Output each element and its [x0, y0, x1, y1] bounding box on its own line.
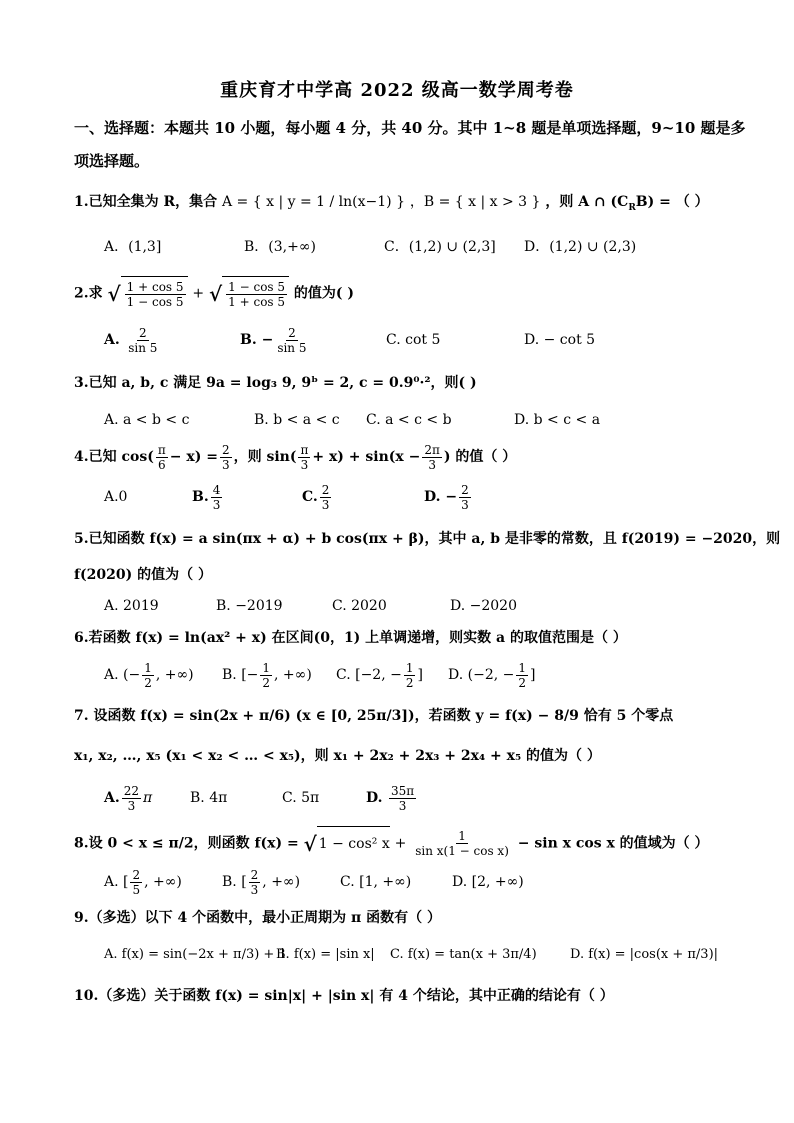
frac-1-2 [516, 661, 528, 690]
sqrt-term: √ 1 − cos² x [304, 826, 390, 861]
num: 1 [518, 660, 526, 675]
frac-2-3 [220, 443, 232, 472]
question-1-ask2: B) = （ ） [635, 194, 709, 210]
option-a-lead: A. [ [104, 874, 129, 890]
num: 2 [132, 867, 141, 882]
option-b: B. f(x) = |sin x| [276, 946, 375, 962]
option-a-tail: , +∞) [155, 667, 194, 683]
question-2-options [104, 322, 744, 358]
option-b-lead: B. [− [222, 667, 259, 683]
option-a [104, 864, 182, 900]
question-1-lead: 1.已知全集为 R，集合 [74, 194, 218, 210]
question-4-mid2: + x) + sin(x − [312, 449, 421, 465]
sqrt-2-den: 1 + cos 5 [228, 294, 286, 309]
option-d [448, 657, 535, 693]
question-8-lead: 8.设 0 < x ≤ π/2，则函数 f(x) = [74, 835, 299, 852]
den: 3 [321, 497, 330, 512]
option-b-lead: B. [ [222, 874, 247, 890]
frac-den: sin 5 [277, 340, 307, 355]
question-3: 3.已知 a, b, c 满足 9a = log₃ 9, 9ᵇ = 2, c = 0.9⁰·²，则( ) [74, 375, 477, 391]
plus-sign: + [192, 285, 205, 302]
option-b: B．(3,+∞) [244, 239, 316, 255]
option-d: D．(1,2) ∪ (2,3) [524, 239, 637, 255]
option-a: A. a < b < c [104, 412, 190, 428]
question-6-options [104, 657, 744, 693]
option-a [104, 322, 161, 358]
option-b [222, 864, 300, 900]
option-b: B. −2019 [216, 598, 283, 614]
den: 2 [144, 675, 152, 690]
page-title: 重庆育才中学高 2022 级高一数学周考卷 [220, 80, 574, 101]
option-a: A. 2019 [104, 598, 159, 614]
question-1-ask: ，则 A ∩ (C [545, 194, 629, 210]
option-b-label: B. − [240, 332, 274, 348]
question-7-line-2: x₁, x₂, …, x₅ (x₁ < x₂ < … < x₅)，则 x₁ + 2x₂ + 2x₃ + 2x₄ + x₅ 的值为（ ） [74, 748, 601, 764]
option-b-frac [275, 326, 308, 355]
frac-num: 2 [138, 325, 147, 340]
frac-22-3 [122, 784, 141, 813]
num: 2π [424, 442, 440, 457]
option-b: B. b < a < c [254, 412, 340, 428]
frac-pi-3 [298, 443, 310, 472]
question-1-sub: R [628, 202, 636, 213]
question-4-lead: 4.已知 cos( [74, 449, 154, 465]
num: 2 [221, 442, 230, 457]
question-5-line-1: 5.已知函数 f(x) = a sin(πx + α) + b cos(πx + β)，其中 a, b 是非零的常数，且 f(2019) = −2020，则 [74, 531, 781, 547]
option-c: C．(1,2) ∪ (2,3] [384, 239, 496, 255]
option-a: A．(1,3] [104, 239, 162, 255]
option-b-label: B. [192, 489, 209, 505]
option-c-lead: C. [−2, − [336, 667, 402, 683]
option-c: C. a < c < b [366, 412, 452, 428]
option-d [366, 780, 418, 816]
option-d-label: D. [366, 790, 383, 806]
frac-1-2 [260, 661, 272, 690]
den: 3 [428, 457, 436, 472]
den: 3 [398, 798, 407, 813]
sqrt-term-2: √ $\frac{1 - \cos 5}{1 + \cos 5}$ [209, 276, 289, 311]
option-d: D. f(x) = |cos(x + π/3)| [570, 946, 719, 962]
frac-1-2 [142, 661, 154, 690]
question-4 [74, 440, 516, 474]
option-c [302, 479, 333, 515]
question-4-mid: − x) = [169, 449, 218, 465]
frac-2pi-3 [422, 443, 442, 472]
question-2 [74, 276, 354, 311]
option-d: D. [2, +∞) [452, 874, 524, 890]
den: sin x(1 − cos x) [415, 844, 509, 858]
option-b: B. 4π [190, 790, 228, 806]
option-d-tail: ] [530, 667, 536, 683]
option-a [104, 780, 152, 816]
option-d: D. − cot 5 [524, 332, 596, 348]
question-7-options [104, 780, 744, 816]
sqrt-1-den: 1 − cos 5 [126, 294, 184, 309]
plus-sign: + [394, 835, 407, 852]
num: 2 [250, 867, 259, 882]
question-6: 6.若函数 f(x) = ln(ax² + x) 在区间(0，1) 上单调递增，则实数 a 的取值范围是（ ） [74, 630, 627, 646]
question-1-set-b: ，B = { x | x > 3 } [409, 194, 541, 210]
den: 3 [221, 457, 230, 472]
sqrt-body: 1 − cos² x [317, 826, 390, 861]
num: 2 [321, 482, 330, 497]
option-a-label: A. [104, 332, 120, 348]
den: 3 [127, 798, 136, 813]
question-1-set-a: A = { x | y = 1 / ln(x−1) } [222, 194, 405, 210]
option-a-tail: , +∞) [144, 874, 182, 890]
question-5-options [104, 588, 744, 624]
den: 3 [461, 497, 469, 512]
main-frac [413, 829, 511, 858]
den: 3 [250, 882, 259, 897]
frac-2-5 [130, 868, 142, 897]
option-c: C. [1, +∞) [340, 874, 412, 890]
question-5-line-2: f(2020) 的值为（ ） [74, 567, 212, 583]
question-7-line-1: 7. 设函数 f(x) = sin(2x + π/6) (x ∈ [0, 25π/3])，若函数 y = f(x) − 8/9 恰有 5 个零点 [74, 708, 674, 724]
option-c-label: C. [302, 489, 318, 505]
option-d: D. b < c < a [514, 412, 601, 428]
question-8-tail: − sin x cos x 的值域为（ ） [517, 835, 709, 852]
num: 1 [405, 660, 414, 675]
option-d-lead: D. (−2, − [448, 667, 515, 683]
option-b-tail: , +∞) [262, 874, 301, 890]
frac-den: sin 5 [128, 340, 158, 355]
den: 2 [262, 675, 271, 690]
question-2-tail: 的值为( ) [293, 285, 355, 302]
question-9: 9.（多选）以下 4 个函数中，最小正周期为 π 函数有（ ） [74, 910, 441, 926]
question-1 [74, 192, 709, 218]
question-8-options [104, 864, 744, 900]
den: 2 [405, 675, 414, 690]
option-b [240, 322, 311, 358]
num: π [157, 442, 166, 457]
den: 3 [212, 497, 221, 512]
option-a: A.0 [104, 489, 128, 505]
den: 6 [157, 457, 166, 472]
question-1-options [104, 228, 744, 264]
option-b [222, 657, 312, 693]
frac-35pi-3 [389, 784, 416, 813]
frac-2-3 [320, 483, 332, 512]
option-c-tail: ] [417, 667, 423, 683]
num: 2 [461, 482, 469, 497]
option-b [192, 479, 224, 515]
frac-4-3 [211, 483, 223, 512]
option-a-label: A. [104, 790, 120, 806]
option-a-frac [126, 326, 159, 355]
option-a: A. f(x) = sin(−2x + π/3) + 1 [104, 946, 287, 962]
num: 1 [144, 660, 152, 675]
num: 4 [212, 482, 221, 497]
num: 35π [390, 783, 415, 798]
question-3-options [104, 402, 744, 438]
question-9-options [104, 936, 744, 972]
option-c [336, 657, 423, 693]
option-d: D. −2020 [450, 598, 517, 614]
option-c: C. cot 5 [386, 332, 441, 348]
num: 22 [123, 783, 140, 798]
question-2-lead: 2.求 [74, 285, 103, 302]
frac-2-3 [249, 868, 261, 897]
question-4-end: ) 的值（ ） [443, 449, 517, 465]
question-10: 10.（多选）关于函数 f(x) = sin|x| + |sin x| 有 4 个结论，其中正确的结论有（ ） [74, 988, 614, 1004]
section-heading: 一、选择题：本题共 10 小题，每小题 4 分，共 40 分。其中 1~8 题是单项选择题，9~10 题是多项选择题。 [74, 119, 746, 170]
option-a-lead: A. (− [104, 667, 141, 683]
option-c: C. 5π [282, 790, 320, 806]
option-b-tail: , +∞) [274, 667, 312, 683]
frac-num: 2 [288, 325, 296, 340]
num: 1 [262, 660, 271, 675]
option-c: C. f(x) = tan(x + 3π/4) [390, 946, 537, 962]
frac-2-3 [459, 483, 471, 512]
option-a-pi: π [143, 790, 153, 806]
option-a [104, 657, 194, 693]
frac-1-2 [404, 661, 416, 690]
option-d [424, 479, 473, 515]
sqrt-1-num: 1 + cos 5 [126, 279, 184, 294]
den: 2 [518, 675, 526, 690]
question-4-options [104, 479, 744, 515]
num: π [300, 442, 309, 457]
option-c: C. 2020 [332, 598, 387, 614]
frac-pi-6 [156, 443, 168, 472]
num: 1 [458, 829, 466, 843]
sqrt-term-1: √ $\frac{1 + \cos 5}{1 - \cos 5}$ [108, 276, 188, 311]
den: 3 [300, 457, 309, 472]
question-8 [74, 826, 709, 861]
option-d-label: D. − [424, 489, 458, 505]
den: 5 [132, 882, 141, 897]
question-4-then: ，则 sin( [233, 449, 297, 465]
sqrt-2-num: 1 − cos 5 [228, 279, 286, 294]
